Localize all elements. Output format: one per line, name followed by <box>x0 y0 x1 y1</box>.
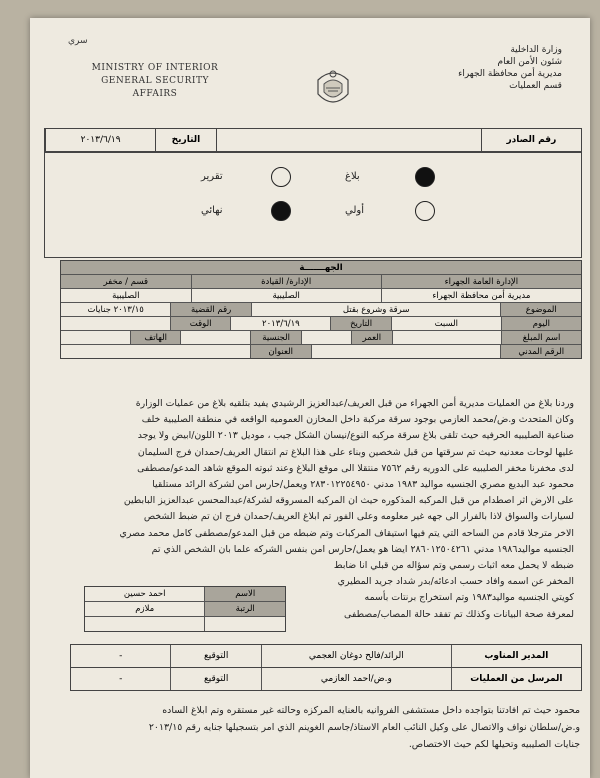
date-value: ٢٠١٣/٦/١٩ <box>45 129 155 151</box>
label-cell: الجنسية <box>250 331 300 344</box>
radio-notify[interactable] <box>415 167 435 187</box>
header-ar-line: وزارة الداخلية <box>510 45 562 55</box>
label-cell: العمر <box>351 331 391 344</box>
value-cell: الصليبية <box>191 289 381 302</box>
header-en-line: AFFAIRS <box>132 89 178 99</box>
label-cell: الهاتف <box>130 331 180 344</box>
value-cell <box>311 345 501 358</box>
header-cell: قسم / مخفر <box>103 276 149 287</box>
section-title: الجهـــــــة <box>299 262 343 273</box>
outgoing-number-value <box>216 129 481 151</box>
radio-initial[interactable] <box>415 201 435 221</box>
narrative-line: المخفر عن اسمه وافاد حسب ادعائه/بدر شداد جريد المطيري <box>337 576 574 588</box>
report-type-panel <box>44 152 582 258</box>
narrative-line: لمعرفة صحة البيانات وكذلك تم تفقد حالة المصاب/مصطفى <box>344 608 574 620</box>
value-cell <box>85 617 204 631</box>
label-cell: اسم المبلغ <box>501 331 581 344</box>
footer-line: محمود حيث تم افادتنا بتواجده داخل مستشفى الفروانيه بالعنايه المركزه وحالته غير مستقره وتم ابلاغ الساده <box>162 705 580 716</box>
table-row <box>61 344 581 358</box>
narrative-line: صناعية الصليبيه الحرفيه حيث تلقى بلاغ سرقة مركبه النوع/نيسان الشكل جيب ، موديل ٢٠١٣ اللون/ابيض ولا يوجد <box>137 430 574 442</box>
table-row <box>85 616 285 631</box>
narrative-line: على الارض اثر اصطدام من قبل المركبه المذكوره حيث ان المركبه المسروقه لشركة/عبدالمحسن عبدالعزيز البابطين <box>123 495 574 507</box>
narrative-line: ضبطه لا يحمل معه اثبات رسمي وتم سؤاله من قبلي انا ضابط <box>333 560 574 572</box>
table-row <box>61 274 581 288</box>
outgoing-number-label: رقم الصادر <box>481 129 581 151</box>
table-row <box>85 601 285 616</box>
header-cell: الإدارة العامة الجهراء <box>381 275 581 288</box>
narrative-line: عليها لوحات معدنيه حيث تم سرقتها من قبل شخصين وبناء على هذا البلاغ تم انتقال العريف/حمدان فرج السليمان <box>137 446 574 458</box>
narrative-line: الاخر مترجلا قادم من الساحه التي يتم فيها استيقاف المركبات وتم ضبطه من قبل المدعو/مصطفى كامل محمد مصري <box>119 527 574 539</box>
value-cell: السبت <box>391 317 501 330</box>
table-row <box>61 330 581 344</box>
radio-report[interactable] <box>271 167 291 187</box>
label-cell: الوقت <box>170 317 230 330</box>
header-cell: الإدارة/ القيادة <box>191 275 381 288</box>
radio-final[interactable] <box>271 201 291 221</box>
header-ar-line: شئون الأمن العام <box>497 57 562 67</box>
label-cell: التوقيع <box>170 668 260 690</box>
label-cell: التوقيع <box>170 645 260 667</box>
narrative-line: وردنا بلاغ من العمليات مديرية أمن الجهراء من قبل العريف/عبدالعزيز الرشيدي يفيد بتلقيه بلاغ من عمليات الوزارة <box>135 398 574 409</box>
radio-initial-label: أولي <box>345 205 364 216</box>
footer-line: جنايات الصليبيه وتحيلها لكم حيث الاختصاص. <box>408 739 580 750</box>
closing-paragraph <box>40 702 580 753</box>
ministry-title-english <box>70 62 240 101</box>
date-label: التاريخ <box>155 129 216 151</box>
label-cell: اليوم <box>501 317 581 330</box>
narrative-line: لسيارات والسواق لاذا بالفرار الى جهه غير معلومه وعلى الفور تم ابلاغ العريف/حمدان فرج ان تم ضبط الشخص <box>143 511 574 523</box>
header-ar-line: مديرية أمن محافظة الجهراء <box>458 69 562 79</box>
officer-name: احمد حسين <box>123 589 166 599</box>
officer-table <box>84 586 286 632</box>
value-cell <box>204 617 285 631</box>
table-row <box>61 316 581 330</box>
label-cell: الرتبة <box>204 602 285 616</box>
label-cell: رقم القضية <box>170 303 251 316</box>
label-cell: المدير المناوب <box>451 645 581 667</box>
table-row <box>61 288 581 302</box>
duty-manager-name: الرائد/فالح دوغان العجمي <box>261 645 451 667</box>
narrative-line: كويتي الجنسيه مواليد١٩٨٣ وتم استخراج برنتات بأسمه <box>364 592 574 604</box>
footer-line: و.ض/سلطان نواف والاتصال على وكيل النائب العام الاستاذ/جاسم الغوينم الذي امر بتسجيلها جنايه رقم ٢٠١٣/١٥ <box>148 722 580 733</box>
signature-slot: - <box>119 651 123 661</box>
value-cell <box>61 345 250 358</box>
radio-report-label: تقرير <box>201 171 223 182</box>
ministry-title-arabic <box>412 44 562 92</box>
officer-rank: ملازم <box>135 604 155 614</box>
incident-details-table <box>60 260 582 359</box>
signature-slot: - <box>119 674 123 684</box>
value-cell: مديرية أمن محافظة الجهراء <box>381 289 581 302</box>
value-cell: ٢٠١٣/١٥ جنايات <box>87 304 144 315</box>
value-cell <box>61 331 130 344</box>
narrative-line: لدى مخفرنا مخفر الصليبيه على الدوريه رقم ٧٥٦٢ منتقلا الى موقع البلاغ وعند ثبوته الموقع شاهد المدعو/مصطفى <box>137 462 574 474</box>
narrative-line: الجنسيه مواليد١٩٨٦ مدني ٢٨٦٠١٢٥٠٤٢٦١ ايضا هو يعمل/حارس امن بنفس الشركه علما بان الشخص الذي تم <box>151 543 574 555</box>
table-row <box>61 302 581 316</box>
sender-name: و.ض/احمد العازمي <box>261 668 451 690</box>
table-row <box>85 587 285 601</box>
classification-stamp: سري <box>68 36 88 46</box>
label-cell: الرقم المدني <box>500 345 581 358</box>
header-ar-line: قسم العمليات <box>509 81 562 91</box>
document-page <box>30 18 590 778</box>
radio-notify-label: بلاغ <box>345 171 360 182</box>
label-cell: التاريخ <box>330 317 390 330</box>
value-cell: الصليبية <box>112 290 140 301</box>
value-cell <box>61 317 170 330</box>
reference-bar <box>44 128 582 152</box>
value-cell: سرقة وشروع بقتل <box>251 303 501 316</box>
label-cell: الموضوع <box>500 303 581 316</box>
label-cell: العنوان <box>250 345 311 358</box>
table-row <box>61 261 581 274</box>
value-cell <box>301 331 351 344</box>
value-cell <box>180 331 250 344</box>
state-emblem-icon <box>312 64 354 112</box>
narrative-line: محمود عبد البديع مصري الجنسيه مواليد ١٩٨٣ مدني ٢٨٣٠١٢٢٥٤٩٥٠ ويعمل/حارس امن لشركة الرائد مستلقيا <box>152 479 574 491</box>
value-cell <box>392 331 502 344</box>
radio-final-label: نهائي <box>201 205 223 216</box>
label-cell: المرسل من العمليات <box>451 668 581 690</box>
header-en-line: MINISTRY OF INTERIOR <box>91 63 219 73</box>
header-en-line: GENERAL SECURITY <box>101 76 209 86</box>
narrative-line: وكان المتحدث و.ض/محمد العازمي بوجود سرقة مركبة داخل المخازن العموميه الواقعه في منطقة الصليبية خلف <box>141 414 574 426</box>
table-row <box>71 667 581 690</box>
value-cell: ٢٠١٣/٦/١٩ <box>230 317 330 330</box>
signature-table <box>70 644 582 691</box>
table-row <box>71 645 581 667</box>
label-cell: الاسم <box>204 587 285 601</box>
